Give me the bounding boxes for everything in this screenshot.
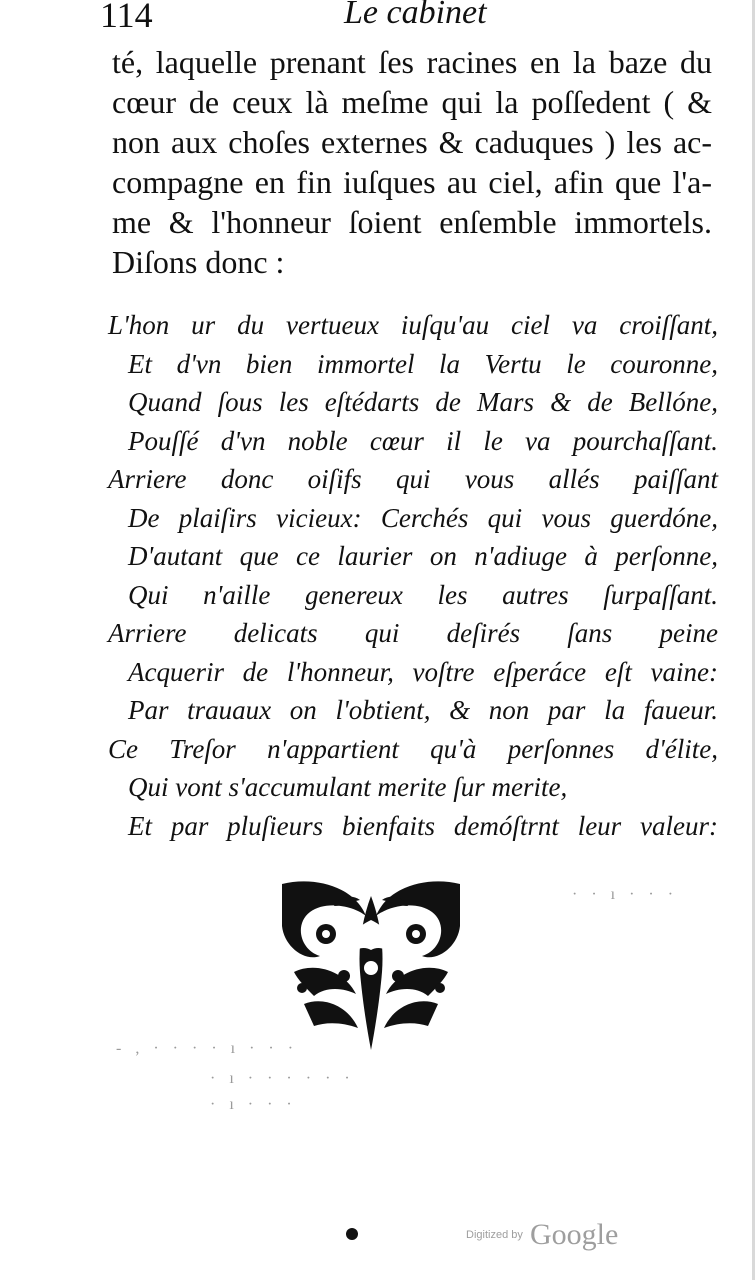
page-header — [100, 0, 720, 36]
verse-line: Arriere donc oiſifs qui vous allés paiſſant — [108, 464, 718, 494]
verse-line: L'hon ur du vertueux iuſqu'au ciel va croiſſant, — [108, 310, 718, 340]
verse-line: De plaiſirs vicieux: Cerchés qui vous guerdóne, — [128, 502, 718, 533]
digitization-watermark — [466, 1218, 618, 1258]
verse-line: Acquerir de l'honneur, voſtre eſperáce eſt vaine: — [128, 656, 718, 687]
ink-dot — [346, 1228, 358, 1240]
verse-line: Quand ſous les eſtédarts de Mars & de Bellóne, — [128, 387, 718, 417]
running-head: Le cabinet — [344, 0, 487, 31]
prose-line: cœur de ceux là meſme qui la poſſedent ( & — [112, 84, 712, 120]
bleed-through-marks: - , · · · · ı · · · — [116, 1040, 299, 1057]
bleed-through-marks: · ı · · · · · · — [210, 1070, 355, 1087]
watermark-brand: Google — [529, 1218, 619, 1251]
bleed-through-marks: · ı · · · — [210, 1096, 297, 1113]
verse-line: Et par pluſieurs bienfaits demóſtrnt leur valeur: — [128, 810, 718, 841]
verse-line: Qui vont s'accumulant merite ſur merite, — [128, 772, 568, 802]
prose-line: me & l'honneur ſoient enſemble immortels. — [112, 204, 712, 240]
verse-line: Qui n'aille genereux les autres ſurpaſſant. — [128, 579, 718, 610]
fleuron-ornament-icon — [274, 876, 468, 1052]
bleed-through-marks: · · ı · · · — [572, 886, 679, 903]
sonnet — [108, 306, 718, 845]
verse-line: D'autant que ce laurier on n'adiuge à perſonne, — [128, 541, 718, 571]
verse-line: Pouſſé d'vn noble cœur il le va pourchaſſant. — [128, 425, 718, 456]
verse-line: Ce Treſor n'appartient qu'à perſonnes d'élite, — [108, 733, 718, 764]
verse-line: Arriere delicats qui deſirés ſans peine — [108, 618, 718, 648]
prose-line: té, laquelle prenant ſes racines en la baze du — [112, 44, 712, 80]
watermark-prefix: Digitized by — [466, 1229, 523, 1241]
prose-line: Diſons donc : — [112, 244, 285, 280]
verse-line: Par trauaux on l'obtient, & non par la faueur. — [128, 695, 718, 725]
page-number: 114 — [100, 0, 153, 35]
prose-paragraph — [112, 42, 712, 282]
verse-line: Et d'vn bien immortel la Vertu le couronne, — [128, 348, 718, 379]
prose-line: compagne en fin iuſques au ciel, afin que l'a- — [112, 164, 712, 200]
prose-line: non aux choſes externes & caduques ) les ac- — [112, 124, 712, 160]
